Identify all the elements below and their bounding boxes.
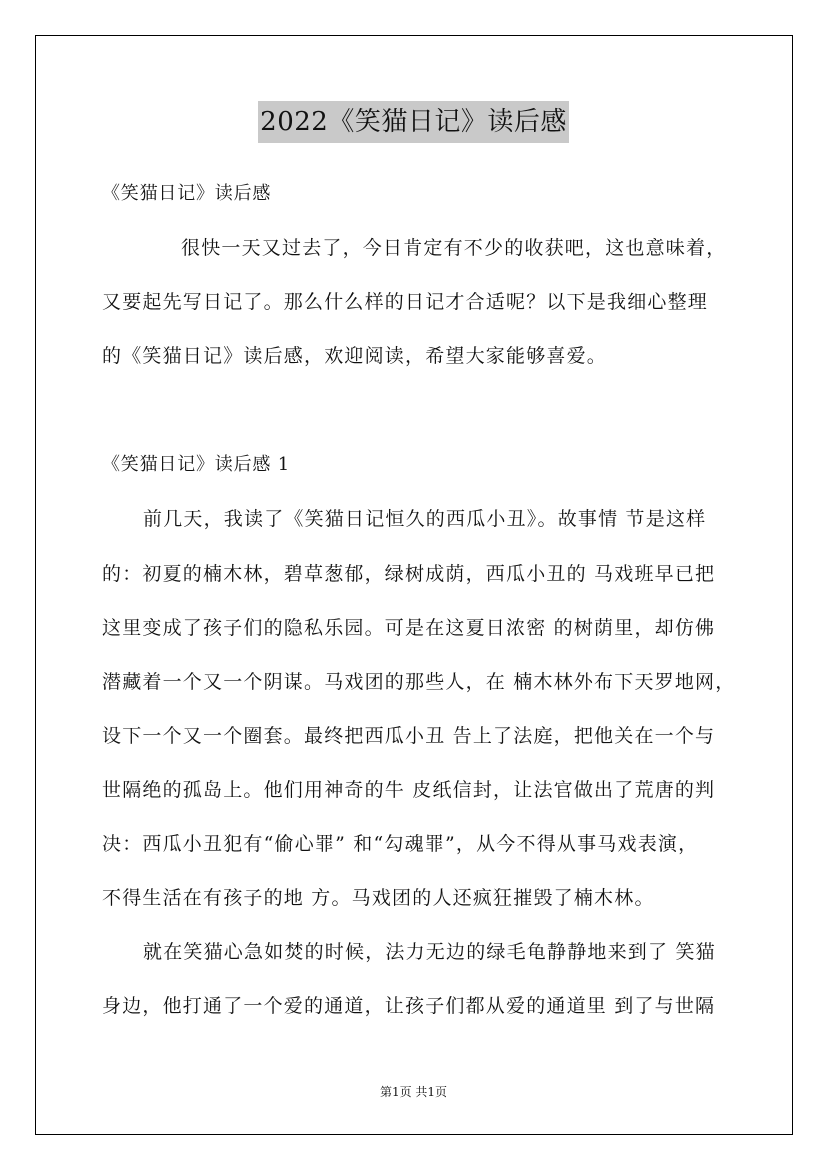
intro-line: 的《笑猫日记》读后感，欢迎阅读，希望大家能够喜爱。 xyxy=(102,345,608,367)
paragraph-line: 前几天，我读了《笑猫日记恒久的西瓜小丑》。故事情 节是这样 xyxy=(143,508,707,530)
paragraph-line: 不得生活在有孩子的地 方。马戏团的人还疯狂摧毁了楠木林。 xyxy=(102,887,655,909)
paragraph-line: 潜藏着一个又一个阴谋。马戏团的那些人，在 楠木林外布下天罗地网， xyxy=(102,671,736,693)
paragraph-line: 身边，他打通了一个爱的通道，让孩子们都从爱的通道里 到了与世隔 xyxy=(102,995,716,1017)
paragraph-line: 这里变成了孩子们的隐私乐园。可是在这夏日浓密 的树荫里，却仿佛 xyxy=(102,617,716,639)
section-heading: 《笑猫日记》读后感 1 xyxy=(102,454,290,475)
document-title: 2022《笑猫日记》读后感 xyxy=(258,101,569,143)
paragraph-line: 世隔绝的孤岛上。他们用神奇的牛 皮纸信封，让法官做出了荒唐的判 xyxy=(102,779,716,801)
intro-line: 又要起先写日记了。那么什么样的日记才合适呢？以下是我细心整理 xyxy=(102,291,709,313)
paragraph-line: 的：初夏的楠木林，碧草葱郁，绿树成荫，西瓜小丑的 马戏班早已把 xyxy=(102,563,716,585)
intro-heading: 《笑猫日记》读后感 xyxy=(102,183,272,204)
paragraph-line: 设下一个又一个圈套。最终把西瓜小丑 告上了法庭，把他关在一个与 xyxy=(102,725,716,747)
paragraph-line: 就在笑猫心急如焚的时候，法力无边的绿毛龟静静地来到了 笑猫 xyxy=(143,941,716,963)
paragraph-line: 决：西瓜小丑犯有“偷心罪” 和“勾魂罪”，从今不得从事马戏表演， xyxy=(102,833,699,855)
title-container xyxy=(0,101,827,143)
page-number-footer: 第1页 共1页 xyxy=(379,1085,448,1099)
intro-line: 很快一天又过去了，今日肯定有不少的收获吧，这也意味着， xyxy=(181,237,727,259)
